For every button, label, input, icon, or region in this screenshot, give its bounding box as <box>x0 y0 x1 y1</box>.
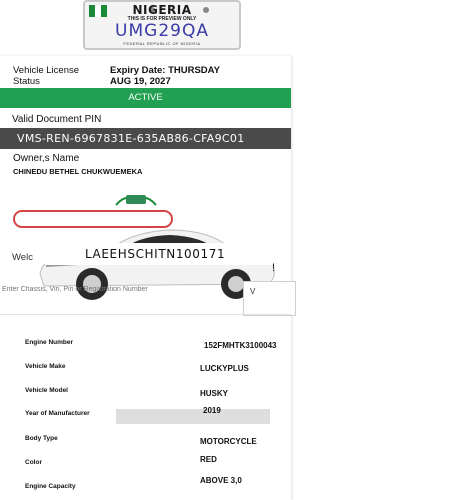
detail-value: 2019 <box>203 406 221 415</box>
chassis-code: LAEEHSCHITN100171 <box>45 243 275 265</box>
verify-button[interactable]: V <box>243 281 296 316</box>
detail-label: Vehicle Make <box>25 363 66 370</box>
license-card <box>0 56 291 500</box>
detail-value: MOTORCYCLE <box>200 437 257 446</box>
owner-label: Owner,s Name <box>13 153 80 164</box>
detail-label: Vehicle Model <box>25 387 68 394</box>
detail-row <box>0 406 291 426</box>
detail-row <box>0 363 291 379</box>
detail-value: LUCKYPLUS <box>200 364 249 373</box>
pin-label: Valid Document PIN <box>12 114 102 125</box>
status-label-line2: Status <box>13 76 40 87</box>
expiry-line2: AUG 19, 2027 <box>110 76 171 87</box>
logo-icon <box>112 191 160 209</box>
alert-mark: ! <box>272 262 276 274</box>
detail-row <box>0 435 291 451</box>
detail-row <box>0 476 291 499</box>
detail-row <box>0 339 291 355</box>
expiry-date <box>110 65 220 87</box>
detail-value: HUSKY <box>200 389 229 398</box>
owner-name: CHINEDU BETHEL CHUKWUEMEKA <box>13 167 143 176</box>
expiry-line1: Expiry Date: THURSDAY <box>110 65 220 76</box>
detail-label: Color <box>25 459 42 466</box>
license-plate-image <box>83 0 241 50</box>
plate-number: UMG29QA <box>115 21 209 41</box>
status-badge: ACTIVE <box>0 88 291 108</box>
detail-row <box>0 455 291 475</box>
detail-row <box>0 387 291 403</box>
status-label-line1: Vehicle License <box>13 65 80 76</box>
divider <box>0 314 291 315</box>
search-input[interactable] <box>2 282 242 296</box>
detail-value: RED <box>200 455 217 464</box>
plate-country: NIGERIA <box>132 3 192 17</box>
detail-label: Engine Capacity <box>25 483 76 490</box>
welcome-text: Welc <box>12 252 33 263</box>
plate-preview-note: THIS IS FOR PREVIEW ONLY <box>127 16 197 22</box>
detail-value: 152FMHTK3100043 <box>204 341 277 350</box>
detail-value: ABOVE 3,0 <box>200 476 242 485</box>
plate-federal-text: FEDERAL REPUBLIC OF NIGERIA <box>123 41 201 46</box>
status-label <box>13 65 79 87</box>
detail-label: Body Type <box>25 435 58 442</box>
document-pin: VMS-REN-6967831E-635AB86-CFA9C01 <box>0 128 291 149</box>
detail-label: Year of Manufacturer <box>25 410 90 417</box>
detail-label: Engine Number <box>25 339 74 346</box>
